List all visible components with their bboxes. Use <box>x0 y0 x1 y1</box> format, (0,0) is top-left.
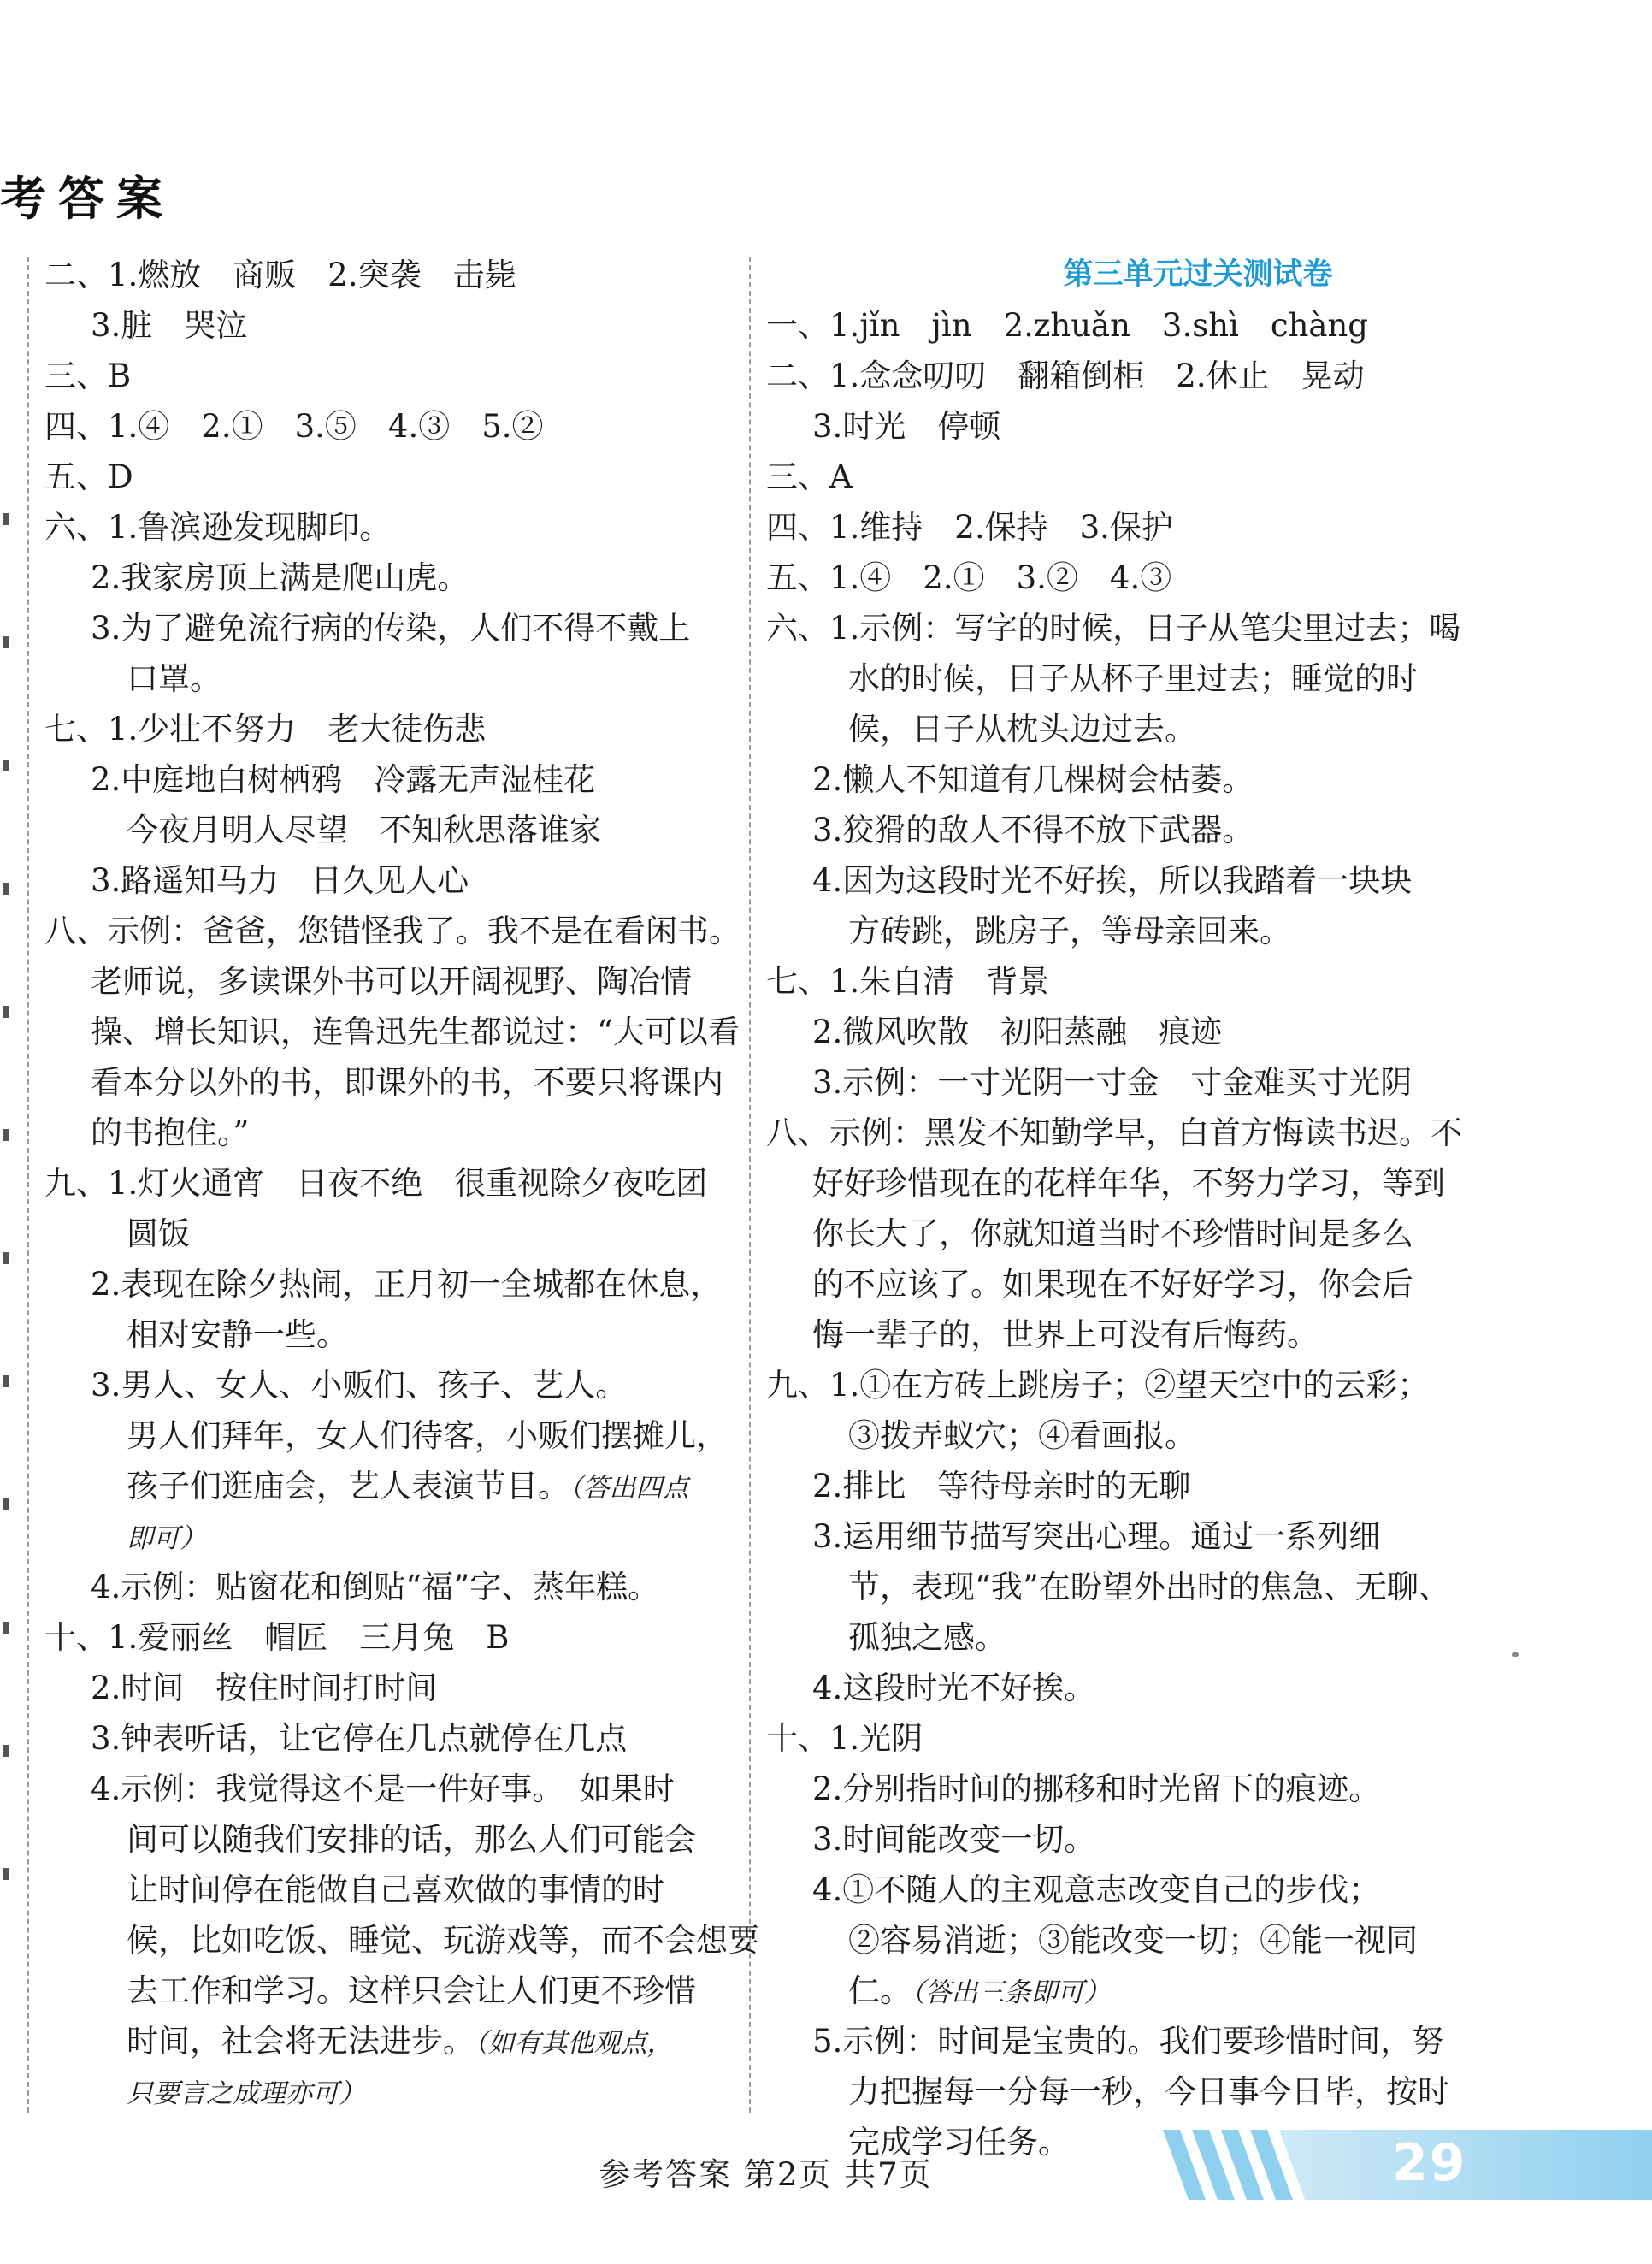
answer-note: 即可） <box>127 1523 206 1554</box>
answer-line <box>44 452 737 502</box>
answer-line <box>44 401 737 452</box>
answer-line <box>766 1965 1630 2016</box>
answer-text: 2.排比 等待母亲时的无聊 <box>812 1468 1191 1504</box>
answer-text: 仁。 <box>848 1972 912 2009</box>
answer-line <box>44 1259 737 1309</box>
answer-line <box>44 553 737 603</box>
answer-text: 口罩。 <box>127 660 221 697</box>
answer-line <box>766 1865 1630 1915</box>
answer-line <box>44 1360 737 1410</box>
answer-text: 你长大了，你就知道当时不珍惜时间是多么 <box>812 1215 1413 1252</box>
left-answer-column <box>44 250 759 2117</box>
column-divider <box>749 257 751 2113</box>
answer-line <box>766 2016 1630 2066</box>
answer-text: 时间，社会将无法进步。 <box>127 2023 475 2060</box>
answer-line <box>766 401 1630 452</box>
answer-line <box>44 1915 759 1965</box>
answer-line <box>44 805 737 855</box>
answer-text: 2.微风吹散 初阳蒸融 痕迹 <box>812 1014 1223 1050</box>
answer-text: 3.时光 停顿 <box>812 408 1001 445</box>
answer-text: 八、示例：爸爸，您错怪我了。我不是在看闲书。 <box>44 913 740 949</box>
answer-text: 5.示例：时间是宝贵的。我们要珍惜时间，努 <box>812 2023 1444 2060</box>
answer-text: 候，比如吃饭、睡觉、玩游戏等，而不会想要 <box>127 1922 759 1959</box>
answer-line <box>44 502 737 553</box>
answer-line <box>44 1461 737 1511</box>
answer-text: 4.这段时光不好挨。 <box>812 1670 1096 1706</box>
answer-text: 的不应该了。如果现在不好好学习，你会后 <box>812 1266 1413 1303</box>
answer-text: 2.我家房顶上满是爬山虎。 <box>91 559 469 596</box>
answer-text: 七、1.少壮不努力 老大徒伤悲 <box>44 711 487 748</box>
answer-line <box>44 1663 737 1713</box>
answer-text: 2.中庭地白树栖鸦 冷露无声湿桂花 <box>91 761 596 798</box>
answer-line <box>766 1461 1630 1511</box>
answer-text: 看本分以外的书，即课外的书，不要只将课内 <box>91 1064 723 1101</box>
answer-text: 4.示例：我觉得这不是一件好事。 如果时 <box>91 1770 675 1807</box>
answer-text: 方砖跳，跳房子，等母亲回来。 <box>848 913 1291 949</box>
answer-line <box>44 1057 737 1108</box>
answer-line <box>766 1309 1630 1360</box>
answer-line <box>44 1007 740 1057</box>
answer-line <box>44 653 737 704</box>
answer-line <box>766 1410 1630 1461</box>
answer-text: 2.表现在除夕热闹，正月初一全城都在休息， <box>91 1266 723 1303</box>
answer-line <box>766 1915 1630 1965</box>
answer-line <box>44 1965 737 2016</box>
specks <box>1512 1652 1519 1657</box>
footer-text: 参考答案 第2页 共7页 <box>599 2156 933 2193</box>
answer-text: 二、1.念念叨叨 翻箱倒柜 2.休止 晃动 <box>766 358 1365 394</box>
answer-line <box>44 300 737 351</box>
answer-line <box>766 1663 1630 1713</box>
answer-line <box>44 250 737 300</box>
answer-text: ③拨弄蚁穴；④看画报。 <box>848 1417 1196 1454</box>
answer-text: 老师说，多读课外书可以开阔视野、陶冶情 <box>91 963 692 1000</box>
answer-line <box>766 906 1630 956</box>
answer-text: 去工作和学习。这样只会让人们更不珍惜 <box>127 1972 696 2009</box>
answer-line <box>766 1259 1630 1309</box>
answer-text: 让时间停在能做自己喜欢做的事情的时 <box>127 1871 664 1908</box>
answer-line <box>44 1209 737 1259</box>
answer-line <box>766 1108 1630 1158</box>
answer-text: 3.男人、女人、小贩们、孩子、艺人。 <box>91 1367 628 1404</box>
answer-line <box>44 1511 737 1562</box>
answer-line <box>766 502 1630 553</box>
right-answer-column <box>766 250 1630 2167</box>
answer-line <box>766 956 1630 1007</box>
answer-line <box>766 1713 1630 1764</box>
answer-line <box>44 1865 737 1915</box>
page-title: 考答案 <box>0 172 174 226</box>
answer-line <box>766 1814 1630 1865</box>
answer-line <box>44 1713 737 1764</box>
answer-text: 3.路遥知马力 日久见人心 <box>91 862 469 899</box>
answer-note: （如有其他观点， <box>475 2028 674 2059</box>
answer-line <box>766 1158 1630 1209</box>
answer-text: 二、1.燃放 商贩 2.突袭 击毙 <box>44 257 516 293</box>
answer-line <box>44 1814 737 1865</box>
answer-text: 孩子们逛庙会，艺人表演节目。 <box>127 1468 569 1504</box>
answer-line <box>766 1562 1630 1612</box>
answer-text: 3.时间能改变一切。 <box>812 1821 1096 1858</box>
answer-line <box>766 553 1630 603</box>
answer-line <box>766 754 1630 805</box>
answer-text: 节，表现“我”在盼望外出时的焦急、无聊、 <box>848 1569 1450 1605</box>
answer-text: 九、1.灯火通宵 日夜不绝 很重视除夕夜吃团 <box>44 1165 708 1202</box>
answer-line <box>766 2066 1630 2117</box>
answer-line <box>44 704 737 754</box>
answer-text: 3.钟表听话，让它停在几点就停在几点 <box>91 1720 628 1757</box>
answer-line <box>44 351 737 401</box>
answer-line <box>766 855 1630 906</box>
section-title: 第三单元过关测试卷 <box>1063 257 1333 292</box>
answer-text: 圆饭 <box>127 1215 190 1252</box>
answer-text: 候，日子从枕头边过去。 <box>848 711 1196 748</box>
answer-text: 三、A <box>766 458 853 495</box>
answer-line <box>44 855 737 906</box>
answer-text: 八、示例：黑发不知勤学早，白首方悔读书迟。不 <box>766 1114 1462 1151</box>
answer-line <box>44 1612 737 1663</box>
answer-text: 3.运用细节描写突出心理。通过一系列细 <box>812 1518 1381 1555</box>
answer-text: 四、1.维持 2.保持 3.保护 <box>766 509 1173 546</box>
answer-line <box>44 1309 737 1360</box>
answer-text: 2.时间 按住时间打时间 <box>91 1670 438 1706</box>
answer-line <box>766 1007 1630 1057</box>
answer-line <box>766 351 1630 401</box>
answer-text: 六、1.示例：写字的时候，日子从笔尖里过去；喝 <box>766 610 1461 647</box>
answer-note: （答出四点 <box>569 1473 689 1504</box>
answer-text: 4.示例：贴窗花和倒贴“福”字、蒸年糕。 <box>91 1569 660 1605</box>
answer-line <box>766 1057 1630 1108</box>
answer-text: 相对安静一些。 <box>127 1316 348 1353</box>
answer-note: 只要言之成理亦可） <box>127 2078 365 2109</box>
answer-text: 悔一辈子的，世界上可没有后悔药。 <box>812 1316 1319 1353</box>
answer-line <box>44 2016 737 2066</box>
answer-text: 完成学习任务。 <box>848 2124 1070 2161</box>
answer-text: 四、1.④ 2.① 3.⑤ 4.③ 5.② <box>44 408 544 445</box>
answer-text: 2.分别指时间的挪移和时光留下的痕迹。 <box>812 1770 1381 1807</box>
answer-text: 3.狡猾的敌人不得不放下武器。 <box>812 812 1254 848</box>
answer-text: 今夜月明人尽望 不知秋思落谁家 <box>127 812 601 848</box>
answer-text: 3.为了避免流行病的传染，人们不得不戴上 <box>91 610 691 647</box>
answer-text: 水的时候，日子从杯子里过去；睡觉的时 <box>848 660 1418 697</box>
answer-text: 七、1.朱自清 背景 <box>766 963 1050 1000</box>
page-number: 29 <box>1392 2133 1467 2193</box>
answer-line <box>44 1764 737 1814</box>
answer-text: 六、1.鲁滨逊发现脚印。 <box>44 509 392 546</box>
answer-text: 3.示例：一寸光阴一寸金 寸金难买寸光阴 <box>812 1064 1413 1101</box>
answer-text: 五、1.④ 2.① 3.② 4.③ <box>766 559 1172 596</box>
answer-text: 好好珍惜现在的花样年华，不努力学习，等到 <box>812 1165 1445 1202</box>
answer-text: 男人们拜年，女人们待客，小贩们摆摊儿， <box>127 1417 728 1454</box>
answer-text: 4.因为这段时光不好挨，所以我踏着一块块 <box>812 862 1413 899</box>
answer-text: 的书抱住。” <box>91 1114 250 1151</box>
answer-line <box>766 1764 1630 1814</box>
answer-text: 三、B <box>44 358 132 394</box>
answer-line <box>44 1562 737 1612</box>
answer-line <box>766 603 1630 653</box>
left-margin-ticks <box>3 513 21 1991</box>
left-margin-rule <box>27 257 29 2113</box>
answer-text: 力把握每一分每一秒，今日事今日毕，按时 <box>848 2073 1449 2110</box>
answer-text: 一、1.jǐn jìn 2.zhuǎn 3.shì chàng <box>766 307 1368 344</box>
answer-line <box>766 452 1630 502</box>
answer-text: 十、1.爱丽丝 帽匠 三月兔 B <box>44 1619 510 1656</box>
answer-text: 五、D <box>44 458 133 495</box>
answer-line <box>44 1108 737 1158</box>
answer-line <box>44 1410 737 1461</box>
answer-text: ②容易消逝；③能改变一切；④能一视同 <box>848 1922 1418 1959</box>
answer-line <box>766 1612 1630 1663</box>
answer-line <box>766 805 1630 855</box>
answer-line <box>766 704 1630 754</box>
answer-line <box>44 754 737 805</box>
answer-text: 操、增长知识，连鲁迅先生都说过：“大可以看 <box>91 1014 740 1050</box>
answer-line <box>44 2066 737 2117</box>
answer-line <box>44 906 740 956</box>
answer-line <box>44 603 737 653</box>
answer-line <box>766 1360 1630 1410</box>
answer-text: 九、1.①在方砖上跳房子；②望天空中的云彩； <box>766 1367 1430 1404</box>
answer-text: 2.懒人不知道有几棵树会枯萎。 <box>812 761 1254 798</box>
answer-text: 间可以随我们安排的话，那么人们可能会 <box>127 1821 696 1858</box>
answer-line <box>44 956 737 1007</box>
answer-note: （答出三条即可） <box>912 1977 1111 2008</box>
answer-line <box>766 1511 1630 1562</box>
answer-line <box>766 1209 1630 1259</box>
answer-text: 4.①不随人的主观意志改变自己的步伐； <box>812 1871 1381 1908</box>
answer-line <box>766 300 1630 351</box>
answer-text: 孤独之感。 <box>848 1619 1006 1656</box>
answer-text: 十、1.光阴 <box>766 1720 923 1757</box>
answer-line <box>44 1158 737 1209</box>
answer-line <box>766 653 1630 704</box>
answer-text: 3.脏 哭泣 <box>91 307 248 344</box>
